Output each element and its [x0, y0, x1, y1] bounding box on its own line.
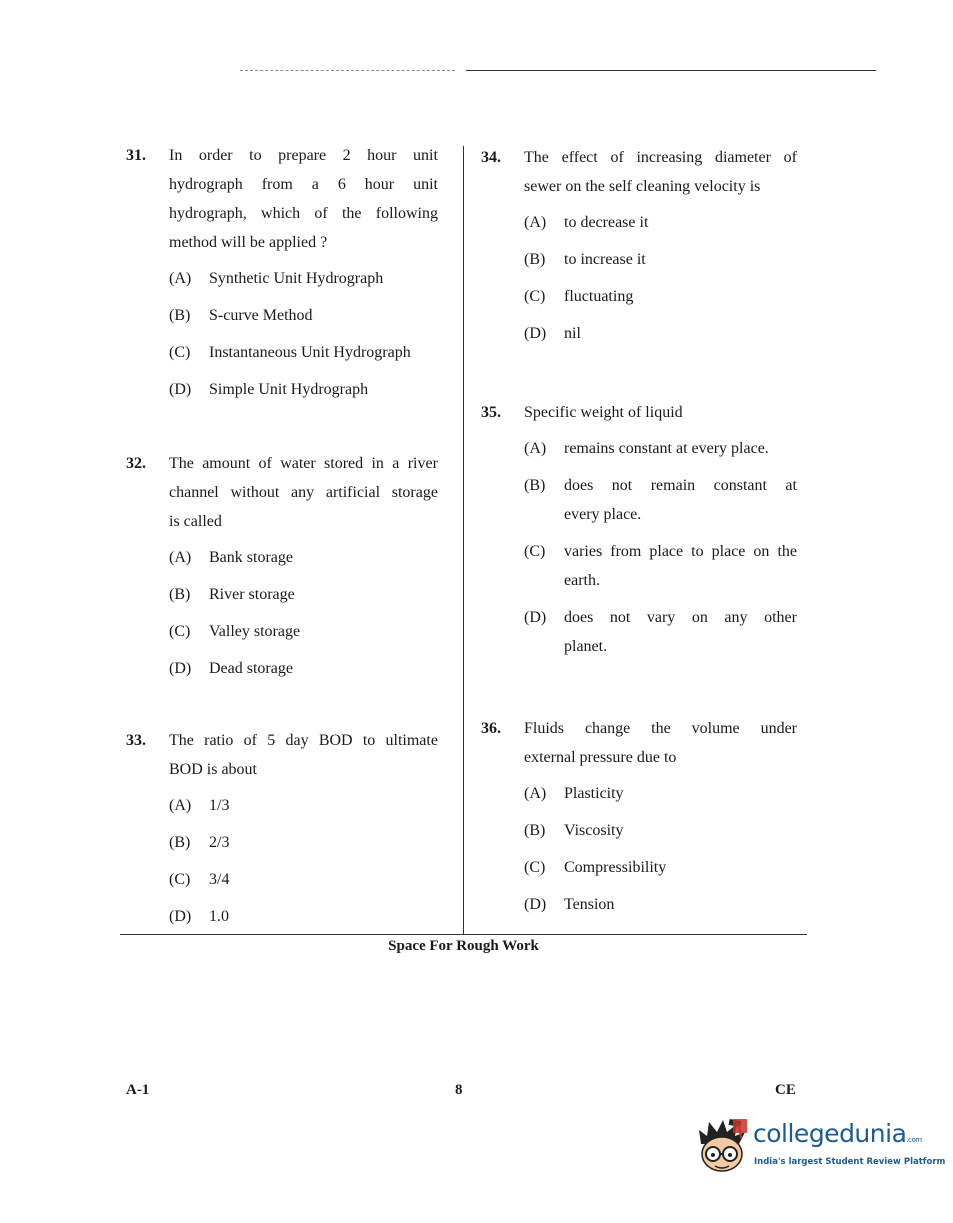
option-text — [209, 902, 438, 931]
text-line: to increase it — [564, 251, 646, 268]
option-a — [169, 791, 438, 820]
question-35 — [481, 398, 797, 669]
word: to — [691, 543, 704, 560]
text-line — [564, 537, 797, 566]
question-stem — [126, 449, 438, 536]
question-number: 33. — [126, 732, 146, 749]
word: the — [341, 205, 362, 222]
text-line: Viscosity — [564, 822, 624, 839]
word: not — [609, 609, 631, 626]
word: unit — [413, 147, 438, 164]
word: prepare — [278, 147, 327, 164]
option-label: (C) — [169, 623, 191, 640]
word: following — [375, 205, 438, 222]
text-line — [524, 714, 797, 743]
word: artificial — [325, 484, 381, 501]
options-list — [126, 791, 438, 931]
option-label: (B) — [169, 834, 191, 851]
word: of — [258, 455, 272, 472]
option-text — [564, 603, 797, 661]
word: without — [230, 484, 280, 501]
question-stem — [481, 398, 797, 427]
text-line: Synthetic Unit Hydrograph — [209, 270, 384, 287]
option-d — [524, 890, 797, 919]
text-line: Plasticity — [564, 785, 624, 802]
text-line: to decrease it — [564, 214, 649, 231]
text-line — [169, 141, 438, 170]
top-dashed-rule — [240, 70, 455, 71]
word: BOD — [318, 732, 353, 749]
option-b — [524, 816, 797, 845]
text-line: sewer on the self cleaning velocity is — [524, 178, 761, 195]
word: of — [243, 732, 257, 749]
option-label: (D) — [169, 381, 192, 398]
option-a — [524, 208, 797, 237]
word: effect — [561, 149, 598, 166]
options-list — [481, 779, 797, 919]
word: storage — [391, 484, 438, 501]
question-34 — [481, 143, 797, 356]
option-text — [209, 580, 438, 609]
text-line — [169, 726, 438, 755]
question-stem — [126, 726, 438, 784]
word: from — [261, 176, 293, 193]
word: water — [280, 455, 316, 472]
text-line: Dead storage — [209, 660, 293, 677]
word: any — [724, 609, 748, 626]
option-d — [169, 902, 438, 931]
word: ratio — [204, 732, 234, 749]
text-line: 1/3 — [209, 797, 230, 814]
option-label: (B) — [524, 477, 546, 494]
text-line: 3/4 — [209, 871, 230, 888]
option-label: (A) — [169, 549, 192, 566]
word: does — [564, 477, 594, 494]
word: order — [198, 147, 233, 164]
text-line: remains constant at every place. — [564, 440, 769, 457]
question-number: 36. — [481, 720, 501, 737]
text-line: Tension — [564, 896, 615, 913]
word: a — [311, 176, 319, 193]
question-number: 32. — [126, 455, 146, 472]
top-rule — [466, 70, 876, 71]
word: on — [691, 609, 708, 626]
question-number: 34. — [481, 149, 501, 166]
option-label: (B) — [169, 586, 191, 603]
word: 2 — [342, 147, 351, 164]
option-text — [564, 537, 797, 595]
text-line: Simple Unit Hydrograph — [209, 381, 369, 398]
word: in — [371, 455, 384, 472]
option-b — [524, 471, 797, 529]
option-text — [209, 791, 438, 820]
word: hour — [364, 176, 395, 193]
question-31 — [126, 141, 438, 412]
option-label: (A) — [169, 797, 192, 814]
column-divider — [463, 146, 464, 934]
word: Fluids — [524, 720, 565, 737]
option-b — [169, 580, 438, 609]
option-label: (B) — [524, 822, 546, 839]
word: any — [291, 484, 315, 501]
option-text — [564, 816, 797, 845]
logo-wordmark — [753, 1119, 922, 1148]
collegedunia-logo — [693, 1116, 946, 1186]
question-stem — [126, 141, 438, 257]
option-text — [564, 319, 797, 348]
text-line — [564, 603, 797, 632]
option-c — [169, 338, 438, 367]
option-d — [524, 319, 797, 348]
option-text — [209, 375, 438, 404]
footer-page-number: 8 — [455, 1082, 463, 1098]
word: does — [564, 609, 594, 626]
word: hydrograph — [169, 176, 243, 193]
text-line: fluctuating — [564, 288, 634, 305]
option-c — [169, 617, 438, 646]
option-c — [169, 865, 438, 894]
word: amount — [202, 455, 251, 472]
options-list — [481, 434, 797, 661]
option-a — [524, 779, 797, 808]
word: place — [649, 543, 684, 560]
word: of — [610, 149, 624, 166]
options-list — [126, 543, 438, 683]
question-32 — [126, 449, 438, 691]
text-line: is called — [169, 513, 222, 530]
option-a — [169, 264, 438, 293]
text-line — [169, 170, 438, 199]
text-line: nil — [564, 325, 581, 342]
text-line: Compressibility — [564, 859, 667, 876]
option-label: (C) — [169, 871, 191, 888]
option-text — [564, 853, 797, 882]
word: The — [524, 149, 549, 166]
option-c — [524, 282, 797, 311]
option-d — [524, 603, 797, 661]
word: 5 — [267, 732, 276, 749]
text-line — [169, 199, 438, 228]
option-text — [209, 338, 438, 367]
option-a — [169, 543, 438, 572]
word: change — [584, 720, 631, 737]
word: stored — [324, 455, 364, 472]
options-list — [126, 264, 438, 404]
question-stem — [481, 714, 797, 772]
option-text — [209, 654, 438, 683]
mascot-icon — [693, 1116, 753, 1186]
word: the — [651, 720, 671, 737]
word: place — [711, 543, 746, 560]
word: of — [314, 205, 328, 222]
word: ultimate — [385, 732, 438, 749]
word: diameter — [714, 149, 771, 166]
option-text — [564, 434, 797, 463]
word: to — [362, 732, 376, 749]
option-text — [564, 208, 797, 237]
word: unit — [413, 176, 438, 193]
question-36 — [481, 714, 797, 927]
option-text — [209, 301, 438, 330]
word: other — [764, 609, 797, 626]
option-label: (A) — [524, 785, 547, 802]
text-line — [169, 478, 438, 507]
word: In — [169, 147, 183, 164]
word: to — [249, 147, 262, 164]
footer-right-code: CE — [775, 1082, 796, 1098]
word: on — [753, 543, 770, 560]
option-b — [524, 245, 797, 274]
text-line: 1.0 — [209, 908, 229, 925]
option-text — [564, 471, 797, 529]
text-line: Specific weight of liquid — [524, 404, 683, 421]
text-line: BOD is about — [169, 761, 257, 778]
option-text — [564, 779, 797, 808]
word: channel — [169, 484, 219, 501]
word: The — [169, 732, 194, 749]
word: remain — [650, 477, 696, 494]
option-a — [524, 434, 797, 463]
word: which — [261, 205, 301, 222]
text-line: S-curve Method — [209, 307, 313, 324]
logo-tld: .com — [906, 1136, 922, 1144]
option-d — [169, 375, 438, 404]
option-text — [564, 890, 797, 919]
option-text — [564, 282, 797, 311]
question-33 — [126, 726, 438, 939]
text-line — [524, 143, 797, 172]
option-text — [209, 543, 438, 572]
word: hydrograph, — [169, 205, 247, 222]
options-list — [481, 208, 797, 348]
text-line: 2/3 — [209, 834, 230, 851]
logo-tagline: India's largest Student Review Platform — [754, 1157, 946, 1167]
text-line: Bank storage — [209, 549, 293, 566]
option-text — [209, 865, 438, 894]
question-number: 35. — [481, 404, 501, 421]
option-label: (D) — [169, 908, 192, 925]
question-stem — [481, 143, 797, 201]
text-line: every place. — [564, 506, 642, 523]
rough-work-label: Space For Rough Work — [388, 938, 539, 954]
footer-left-code: A-1 — [126, 1082, 150, 1098]
text-line: earth. — [564, 572, 600, 589]
text-line: Instantaneous Unit Hydrograph — [209, 344, 411, 361]
option-text — [209, 828, 438, 857]
option-label: (C) — [169, 344, 191, 361]
option-b — [169, 828, 438, 857]
word: of — [783, 149, 797, 166]
question-number: 31. — [126, 147, 146, 164]
text-line — [564, 471, 797, 500]
word: a — [392, 455, 400, 472]
option-label: (D) — [524, 325, 547, 342]
option-d — [169, 654, 438, 683]
word: from — [610, 543, 642, 560]
option-label: (D) — [524, 896, 547, 913]
option-label: (D) — [169, 660, 192, 677]
option-label: (A) — [524, 440, 547, 457]
logo-name: collegedunia — [753, 1119, 907, 1148]
option-label: (C) — [524, 288, 546, 305]
option-text — [209, 264, 438, 293]
option-label: (B) — [524, 251, 546, 268]
word: vary — [646, 609, 676, 626]
word: increasing — [636, 149, 703, 166]
text-line: planet. — [564, 638, 608, 655]
text-line: River storage — [209, 586, 295, 603]
option-label: (A) — [169, 270, 192, 287]
option-label: (D) — [524, 609, 547, 626]
option-label: (A) — [524, 214, 547, 231]
word: volume — [691, 720, 740, 737]
option-label: (C) — [524, 543, 546, 560]
word: hour — [367, 147, 397, 164]
text-line: external pressure due to — [524, 749, 677, 766]
option-text — [564, 245, 797, 274]
word: day — [285, 732, 309, 749]
word: at — [785, 477, 797, 494]
word: The — [169, 455, 194, 472]
word: river — [407, 455, 438, 472]
word: 6 — [337, 176, 346, 193]
text-line: Valley storage — [209, 623, 301, 640]
text-line — [169, 449, 438, 478]
word: under — [760, 720, 797, 737]
word: varies — [564, 543, 603, 560]
text-line: method will be applied ? — [169, 234, 328, 251]
option-label: (C) — [524, 859, 546, 876]
word: constant — [713, 477, 767, 494]
word: the — [777, 543, 797, 560]
option-c — [524, 853, 797, 882]
option-label: (B) — [169, 307, 191, 324]
option-text — [209, 617, 438, 646]
word: not — [611, 477, 633, 494]
option-c — [524, 537, 797, 595]
option-b — [169, 301, 438, 330]
